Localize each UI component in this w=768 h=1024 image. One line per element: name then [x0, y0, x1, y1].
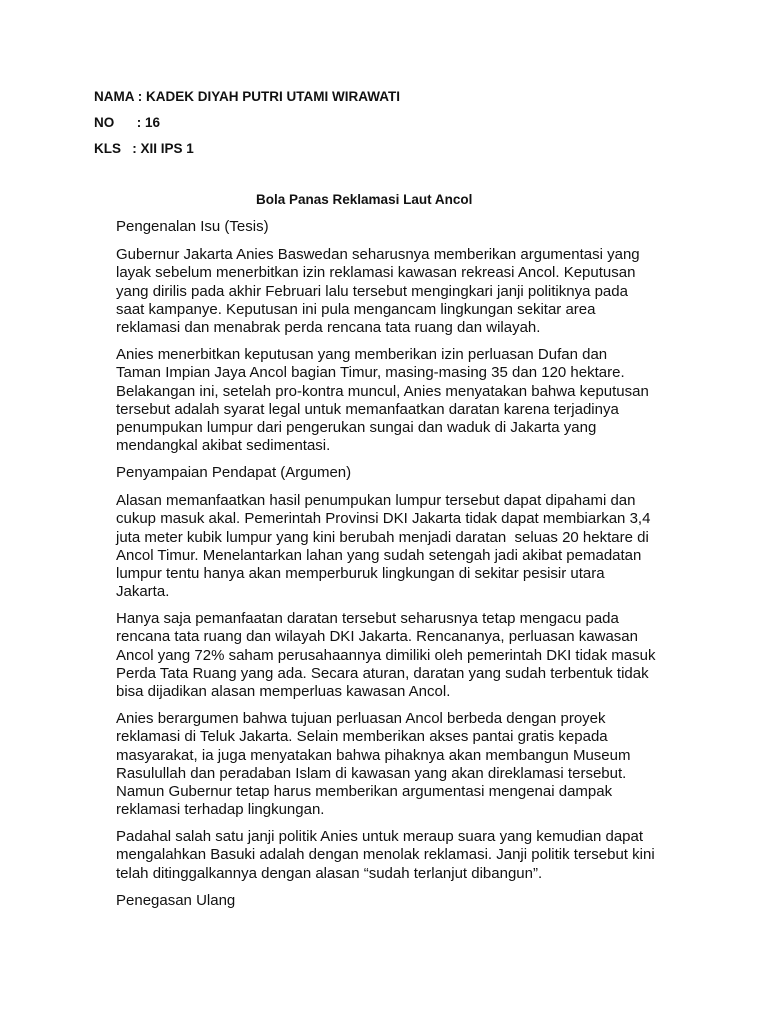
- paragraph-line: reklamasi di Teluk Jakarta. Selain memberikan akses pantai gratis kepada: [116, 728, 608, 746]
- paragraph-line: telah ditinggalkannya dengan alasan “sudah terlanjut dibangun”.: [116, 864, 543, 882]
- paragraph-line: mengalahkan Basuki adalah dengan menolak reklamasi. Janji politik tersebut kini: [116, 846, 655, 864]
- paragraph-line: Belakangan ini, setelah pro-kontra muncul, Anies menyatakan bahwa keputusan: [116, 382, 649, 400]
- student-number: NO : 16: [94, 115, 161, 130]
- paragraph-line: cukup masuk akal. Pemerintah Provinsi DKI Jakarta tidak dapat membiarkan 3,4: [116, 510, 651, 528]
- paragraph-1: [116, 246, 686, 337]
- paragraph-3: [116, 492, 686, 602]
- paragraph-line: reklamasi terhadap lingkungan.: [116, 801, 325, 819]
- paragraph-line: saat kampanye. Keputusan ini pula mengancam lingkungan sekitar area: [116, 300, 596, 318]
- paragraph-4: [116, 610, 686, 701]
- paragraph-line: Taman Impian Jaya Ancol bagian Timur, masing-masing 35 dan 120 hektare.: [116, 364, 625, 382]
- paragraph-line: yang dirilis pada akhir Februari lalu tersebut mengingkari janji politiknya pada: [116, 282, 628, 300]
- paragraph-line: Anies menerbitkan keputusan yang memberikan izin perluasan Dufan dan: [116, 346, 608, 363]
- paragraph-line: Ancol yang 72% saham perusahaannya dimiliki oleh pemerintah DKI tidak masuk: [116, 646, 656, 664]
- paragraph-line: Jakarta.: [116, 583, 170, 601]
- paragraph-line: masyarakat, ia juga menyatakan bahwa pihaknya akan membangun Museum: [116, 746, 631, 764]
- heading-tesis: Pengenalan Isu (Tesis): [116, 218, 269, 235]
- paragraph-line: rencana tata ruang dan wilayah DKI Jakarta. Rencananya, perluasan kawasan: [116, 628, 638, 646]
- paragraph-line: Perda Tata Ruang yang ada. Secara aturan, daratan yang sudah terbentuk tidak: [116, 664, 649, 682]
- paragraph-line: Padahal salah satu janji politik Anies untuk meraup suara yang kemudian dapat: [116, 828, 644, 845]
- paragraph-6: [116, 828, 686, 883]
- heading-argumen: Penyampaian Pendapat (Argumen): [116, 464, 352, 481]
- paragraph-line: Namun Gubernur tetap harus memberikan argumentasi mengenai dampak: [116, 783, 613, 801]
- paragraph-line: bisa dijadikan alasan memperluas kawasan Ancol.: [116, 683, 451, 701]
- student-class: KLS : XII IPS 1: [94, 141, 194, 156]
- paragraph-line: Rasulullah dan peradaban Islam di kawasan yang akan direklamasi tersebut.: [116, 764, 627, 782]
- paragraph-line: Anies berargumen bahwa tujuan perluasan Ancol berbeda dengan proyek: [116, 710, 606, 727]
- paragraph-line: Hanya saja pemanfaatan daratan tersebut seharusnya tetap mengacu pada: [116, 610, 619, 627]
- paragraph-2: [116, 346, 686, 456]
- paragraph-line: juta meter kubik lumpur yang kini berubah menjadi daratan seluas 20 hektare di: [116, 528, 649, 546]
- paragraph-line: tersebut adalah syarat legal untuk memanfaatkan daratan karena terjadinya: [116, 400, 619, 418]
- paragraph-line: Alasan memanfaatkan hasil penumpukan lumpur tersebut dapat dipahami dan: [116, 492, 636, 509]
- paragraph-line: lumpur tentu hanya akan memperburuk lingkungan di sekitar pesisir utara: [116, 565, 605, 583]
- paragraph-5: [116, 710, 686, 820]
- student-name: NAMA : KADEK DIYAH PUTRI UTAMI WIRAWATI: [94, 89, 400, 104]
- heading-penegasan: Penegasan Ulang: [116, 892, 236, 909]
- paragraph-line: penumpukan lumpur dari pengerukan sungai dan waduk di Jakarta yang: [116, 419, 597, 437]
- document-title: Bola Panas Reklamasi Laut Ancol: [256, 192, 473, 207]
- paragraph-line: Gubernur Jakarta Anies Baswedan seharusnya memberikan argumentasi yang: [116, 246, 640, 263]
- paragraph-line: reklamasi dan menabrak perda rencana tata ruang dan wilayah.: [116, 319, 541, 337]
- paragraph-line: mendangkal akibat sedimentasi.: [116, 437, 331, 455]
- paragraph-line: Ancol Timur. Menelantarkan lahan yang sudah setengah jadi akibat pemadatan: [116, 546, 642, 564]
- paragraph-line: layak sebelum menerbitkan izin reklamasi kawasan rekreasi Ancol. Keputusan: [116, 264, 636, 282]
